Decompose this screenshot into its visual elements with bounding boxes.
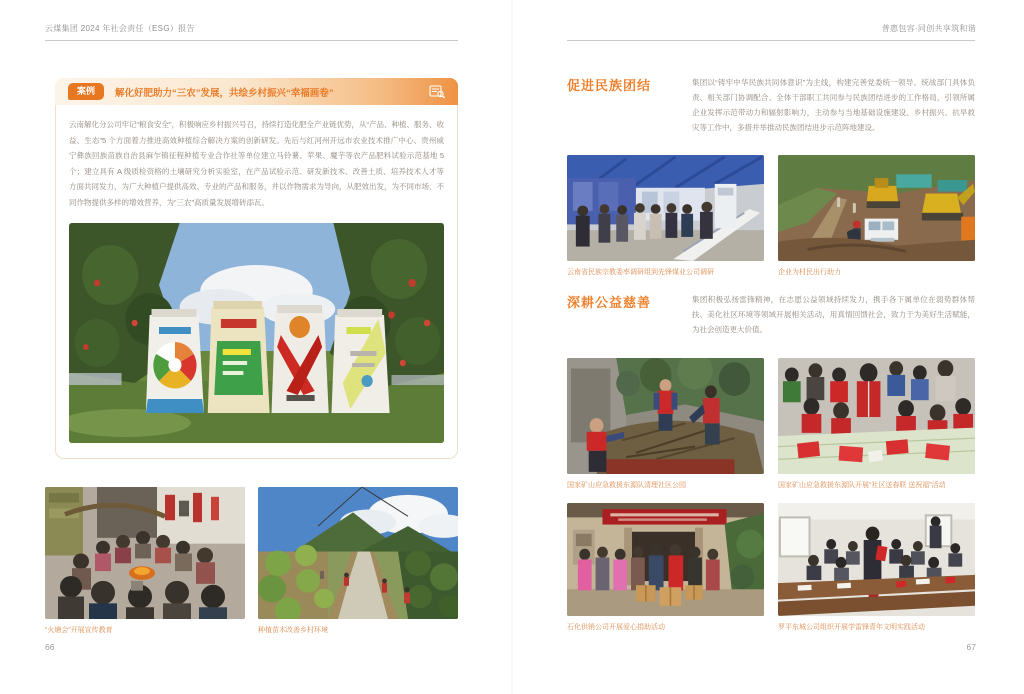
photo-caption: 罗平东城公司组织开展学雷锋青年文明实践活动 [778,624,925,631]
section-ethnic-unity [567,75,975,135]
photo-caption: “火塘会”开展宣传教育 [45,627,113,634]
case-header-bar [55,78,458,105]
photo-card [778,503,975,632]
section-heading: 促进民族团结 [567,78,652,93]
photo-caption: 企业为村民出行助力 [778,269,841,276]
page-fold-divider [511,0,513,694]
right-page-photo-row-2 [567,358,975,490]
page-number-left: 66 [45,642,55,652]
photo-caption: 种植苗木改善乡村环境 [258,627,328,634]
photo-card [567,358,764,490]
photo-card [567,503,764,632]
photo-lei-feng-classroom [778,503,975,616]
case-title: 解化好肥助力“三农”发展，共绘乡村振兴“幸福画卷” [115,87,334,99]
photo-volunteers-clearing-branches [567,358,764,474]
photo-tree-planting-road [258,487,458,619]
case-study-box [55,78,458,459]
photo-card [778,358,975,490]
section-body: 集团积极弘扬雷锋精神，在志愿公益领域持续发力，携手各下属单位在弱势群体帮扶、美化社区环境等领域开展相关活动，用真情回馈社会，致力于为美好生活赋能，为社会创造更大价值。 [692,295,975,334]
photo-machinery-road-help [778,155,975,261]
page-number-right: 67 [966,642,976,652]
running-header-left: 云煤集团 2024 年社会责任（ESG）报告 [45,24,195,33]
photo-spring-couplets-activity [778,358,975,474]
photo-caption: 国家矿山应急救援东源队开展“社区送春联 送祝福”活动 [778,482,946,489]
right-page-photo-row-3 [567,503,975,632]
photo-ethnic-affairs-visit [567,155,764,261]
photo-fire-pit-meeting [45,487,245,619]
photo-caption: 国家矿山应急救援东源队清理社区公园 [567,482,686,489]
left-page-photo-row [45,487,458,635]
photo-card [778,155,975,277]
running-header-right: 普惠包容·同创共享筑和谐 [881,24,976,33]
photo-donation-activity [567,503,764,616]
photo-card [258,487,458,635]
header-rule-right [567,40,975,41]
case-body-text: 云南解化分公司牢记“粮食安全”，积极响应乡村振兴号召，持续打造化肥全产业链优势，从“产品、种植、服务、收益、生态”5 个方面着力推进高效种植综合解决方案的创新研发。先后与红河州开远市农业技术推广中心、贵州威宁彝族回族苗族自治县麻乍镇征程种植专业合作社等单位建立马铃薯、苹果、魔芋等农产品肥料试验示范基地 5 个；建立具有 A 级质检资格的土壤研究分析实验室，在产品试验示范、研发新技术、改善土质、培养技术人才等方面共同发力，为广大种植户提供高效、专业的产品和服务，并以作物需求为导向，从肥效出发，为不同市场、不同作物提供多样的增效营养，为“三农”高质量发展增砖添瓦。 [69,120,444,207]
section-heading: 深耕公益慈善 [567,295,652,310]
photo-card [45,487,245,635]
document-search-icon [429,85,446,99]
section-public-welfare [567,292,975,337]
header-rule-left [45,40,458,41]
photo-caption: 云南省民族宗教委率调研组到先锋煤业公司调研 [567,269,714,276]
case-badge: 案例 [68,83,104,100]
photo-card [567,155,764,277]
right-page-photo-row-1 [567,155,975,277]
section-body: 集团以“铸牢中华民族共同体意识”为主线，构建完善党委统一领导、统战部门具体负责、相关部门协调配合、全体干部职工共同参与民族团结进步的工作格局，引领所属企业发挥示范带动力和辐射影响力，主动参与当地基础设施建设、乡村振兴、抗旱救灾等工作中，多措并举推动民族团结进步示范阵地建设。 [692,78,975,132]
photo-fertilizer-bags-orchard [69,223,444,443]
photo-caption: 石化供销公司开展爱心捐助活动 [567,624,665,631]
